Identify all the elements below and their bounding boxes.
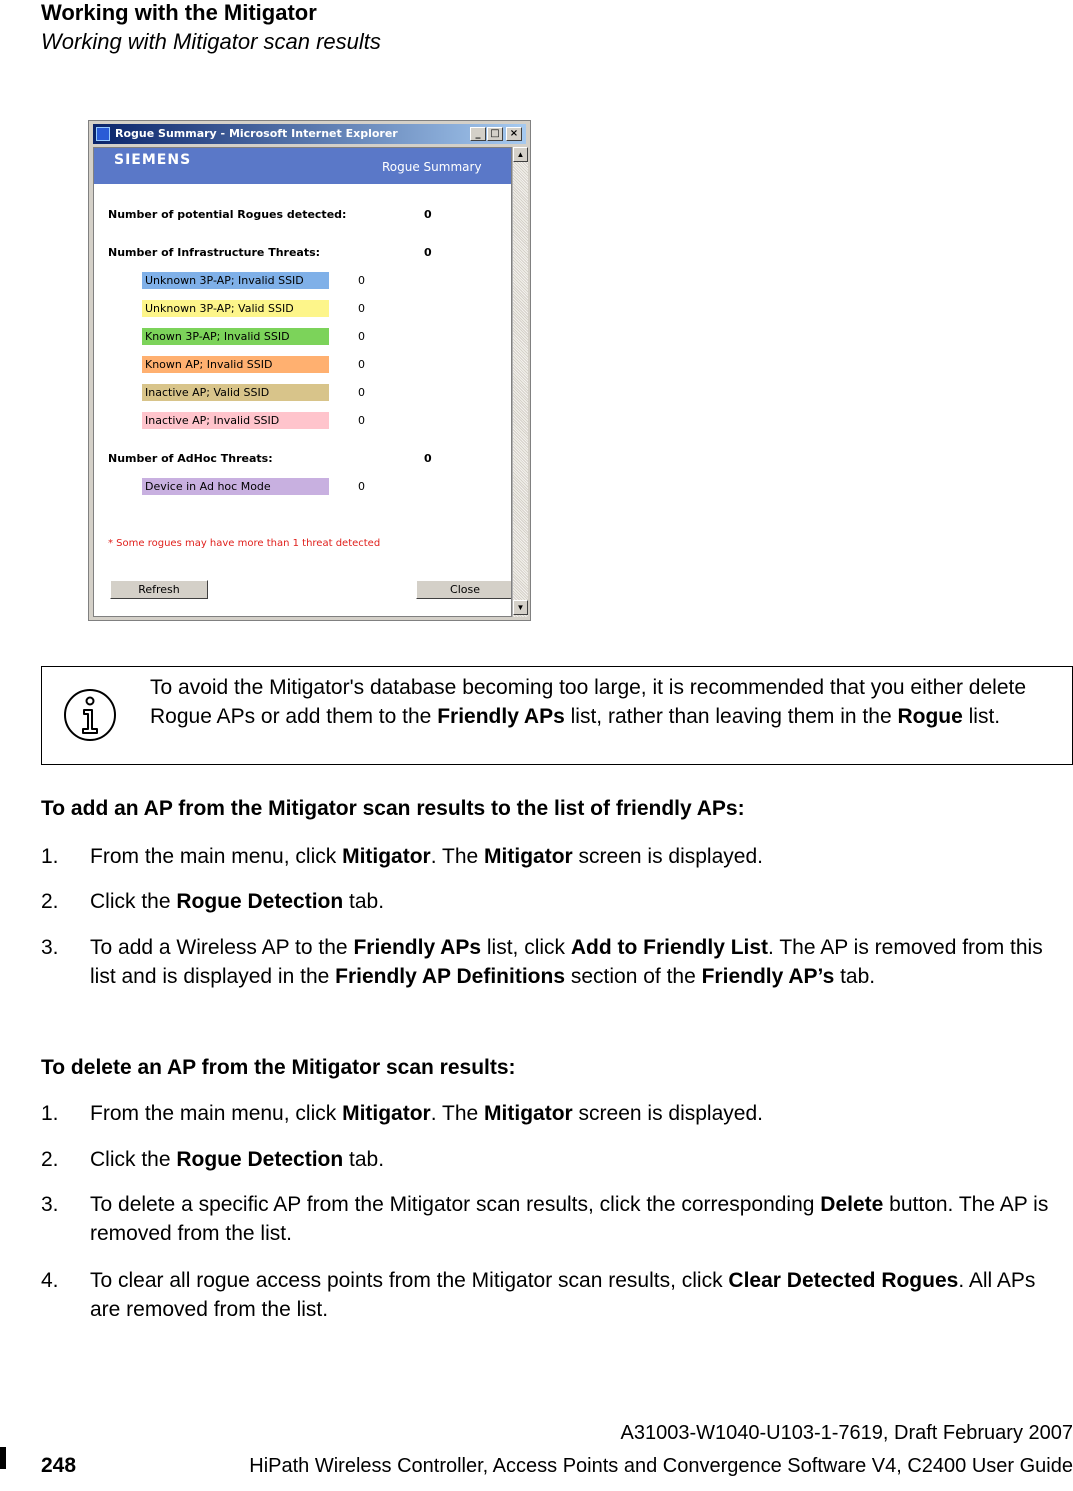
threat-known-3p-invalid: Known 3P-AP; Invalid SSID — [142, 328, 329, 345]
window-title: Rogue Summary - Microsoft Internet Explorer — [115, 127, 398, 140]
window-titlebar — [93, 124, 526, 144]
scroll-up-icon[interactable]: ▲ — [513, 147, 528, 162]
note-text: To avoid the Mitigator's database becoming too large, it is recommended that you either delete Rogue APs or add them to the Friendly APs list, rather than leaving them in the Rogue list. — [150, 676, 1027, 728]
threat-count: 0 — [358, 274, 365, 287]
threat-count: 0 — [358, 330, 365, 343]
section-subtitle: Working with Mitigator scan results — [41, 29, 381, 54]
threat-inactive-valid: Inactive AP; Valid SSID — [142, 384, 329, 401]
info-note-icon — [62, 687, 118, 743]
refresh-button[interactable]: Refresh — [110, 580, 208, 599]
threat-known-ap-invalid: Known AP; Invalid SSID — [142, 356, 329, 373]
threat-count: 0 — [358, 358, 365, 371]
rogue-summary-heading: Rogue Summary — [382, 160, 482, 174]
maximize-button[interactable]: □ — [487, 127, 503, 141]
siemens-logo: SIEMENS — [114, 152, 192, 168]
ie-icon — [96, 127, 110, 141]
minimize-button[interactable]: _ — [470, 127, 486, 141]
threat-count: 0 — [358, 414, 365, 427]
document-title: HiPath Wireless Controller, Access Points and Convergence Software V4, C2400 User Guide — [249, 1455, 1073, 1477]
add-ap-heading: To add an AP from the Mitigator scan results to the list of friendly APs: — [41, 797, 745, 820]
browser-content — [93, 147, 512, 617]
siemens-banner — [94, 148, 511, 184]
delete-ap-heading: To delete an AP from the Mitigator scan results: — [41, 1056, 516, 1079]
document-id: A31003-W1040-U103-1-7619, Draft February 2007 — [620, 1422, 1073, 1444]
infrastructure-threats-value: 0 — [424, 246, 432, 259]
infrastructure-threats-label: Number of Infrastructure Threats: — [108, 246, 321, 259]
adhoc-threats-value: 0 — [424, 452, 432, 465]
section-title: Working with the Mitigator — [41, 0, 317, 25]
rogue-summary-window — [88, 120, 531, 621]
close-window-button[interactable]: × — [506, 127, 522, 141]
footer-bar — [0, 1447, 6, 1469]
potential-rogues-value: 0 — [424, 208, 432, 221]
potential-rogues-label: Number of potential Rogues detected: — [108, 208, 347, 221]
threat-adhoc-device: Device in Ad hoc Mode — [142, 478, 329, 495]
page-number: 248 — [41, 1454, 77, 1477]
threat-unknown-3p-invalid: Unknown 3P-AP; Invalid SSID — [142, 272, 329, 289]
note-box — [41, 666, 1073, 765]
threat-inactive-invalid: Inactive AP; Invalid SSID — [142, 412, 329, 429]
adhoc-threats-label: Number of AdHoc Threats: — [108, 452, 273, 465]
close-button[interactable]: Close — [416, 580, 512, 599]
threat-count: 0 — [358, 302, 365, 315]
threat-footnote: * Some rogues may have more than 1 threat detected — [108, 538, 381, 549]
vertical-scrollbar[interactable] — [512, 147, 528, 617]
threat-count: 0 — [358, 386, 365, 399]
scroll-down-icon[interactable]: ▼ — [513, 600, 528, 615]
threat-unknown-3p-valid: Unknown 3P-AP; Valid SSID — [142, 300, 329, 317]
threat-count: 0 — [358, 480, 365, 493]
